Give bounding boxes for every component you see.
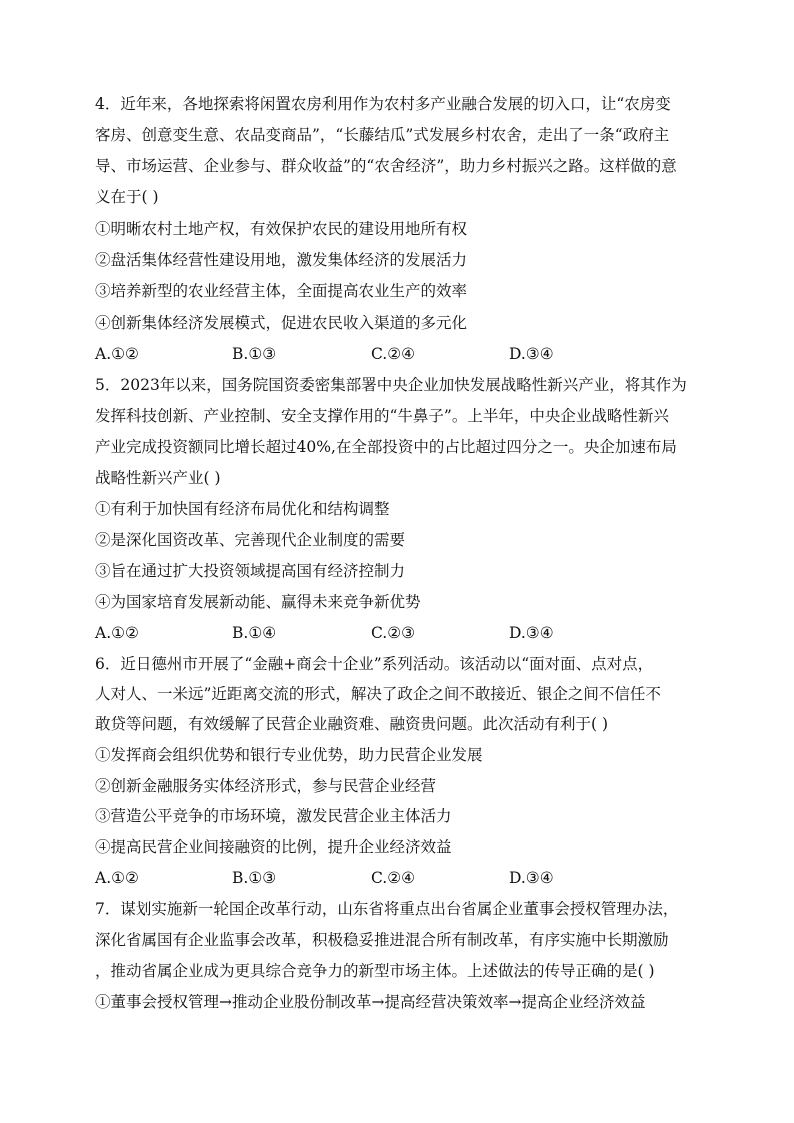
question-7-statement-1: ①董事会授权管理→推动企业股份制改革→提高经营决策效率→提高企业经济效益 — [95, 993, 646, 1011]
question-5-stem-line-1: 5．2023年以来，国务院国资委密集部署中央企业加快发展战略性新兴产业，将其作为 — [95, 376, 687, 394]
question-4-stem-line-4: 义在于( ) — [95, 188, 159, 206]
question-6-statement-2: ②创新金融服务实体经济形式，参与民营企业经营 — [95, 777, 437, 795]
question-5-option-b: B.①④ — [232, 624, 277, 642]
question-5-option-a: A.①② — [95, 624, 139, 642]
question-5-statement-4: ④为国家培育发展新动能、赢得未来竞争新优势 — [95, 593, 421, 611]
question-4-option-a: A.①② — [95, 345, 139, 363]
question-4-statement-3: ③培养新型的农业经营主体，全面提高农业生产的效率 — [95, 282, 468, 300]
question-6-statement-4: ④提高民营企业间接融资的比例，提升企业经济效益 — [95, 838, 452, 856]
question-4-statement-4: ④创新集体经济发展模式，促进农民收入渠道的多元化 — [95, 314, 468, 332]
question-4-option-b: B.①③ — [232, 345, 277, 363]
question-5-statement-1: ①有利于加快国有经济布局优化和结构调整 — [95, 500, 390, 518]
question-4-options — [95, 344, 705, 364]
question-7-stem-line-1: 7．谋划实施新一轮国企改革行动，山东省将重点出台省属企业董事会授权管理办法， — [95, 900, 679, 918]
question-5-stem-line-2: 发挥科技创新、产业控制、安全支撑作用的“牛鼻子”。上半年，中央企业战略性新兴 — [95, 407, 669, 425]
question-6-stem-line-3: 敢贷等问题，有效缓解了民营企业融资难、融资贵问题。此次活动有利于( ) — [95, 715, 609, 733]
question-4-statement-2: ②盘活集体经营性建设用地，激发集体经济的发展活力 — [95, 251, 468, 269]
question-4-option-c: C.②④ — [371, 345, 416, 363]
question-6-statement-3: ③营造公平竞争的市场环境，激发民营企业主体活力 — [95, 807, 452, 825]
question-6-option-d: D.③④ — [509, 869, 554, 887]
question-6-options — [95, 868, 705, 888]
question-6-option-b: B.①③ — [232, 869, 277, 887]
question-5-option-c: C.②③ — [371, 624, 416, 642]
question-5-options — [95, 623, 705, 643]
question-4-statement-1: ①明晰农村土地产权，有效保护农民的建设用地所有权 — [95, 220, 468, 238]
question-6-option-a: A.①② — [95, 869, 139, 887]
question-7-stem-line-3: ，推动省属企业成为更具综合竞争力的新型市场主体。上述做法的传导正确的是( ) — [95, 962, 655, 980]
question-4-stem-line-2: 客房、创意变生意、农品变商品”，“长藤结瓜”式发展乡村农舍，走出了一条“政府主 — [95, 126, 670, 144]
question-4-stem-line-3: 导、市场运营、企业参与、群众收益”的“农舍经济”，助力乡村振兴之路。这样做的意 — [95, 157, 677, 175]
question-4-stem-line-1: 4．近年来，各地探索将闲置农房利用作为农村多产业融合发展的切入口，让“农房变 — [95, 95, 671, 113]
question-5-stem-line-4: 战略性新兴产业( ) — [95, 469, 221, 487]
question-7-stem-line-2: 深化省属国有企业监事会改革，积极稳妥推进混合所有制改革，有序实施中长期激励 — [95, 931, 669, 949]
question-6-stem-line-2: 人对人、一米远”近距离交流的形式，解决了政企之间不敢接近、银企之间不信任不 — [95, 685, 661, 703]
question-5-statement-3: ③旨在通过扩大投资领域提高国有经济控制力 — [95, 562, 406, 580]
question-6-option-c: C.②④ — [371, 869, 416, 887]
question-4-option-d: D.③④ — [509, 345, 554, 363]
question-5-stem-line-3: 产业完成投资额同比增长超过40%,在全部投资中的占比超过四分之一。央企加速布局 — [95, 438, 677, 456]
question-6-statement-1: ①发挥商会组织优势和银行专业优势，助力民营企业发展 — [95, 746, 483, 764]
question-6-stem-line-1: 6．近日德州市开展了“金融+商会十企业”系列活动。该活动以“面对面、点对点， — [95, 655, 654, 673]
question-5-option-d: D.③④ — [509, 624, 554, 642]
question-5-statement-2: ②是深化国资改革、完善现代企业制度的需要 — [95, 531, 406, 549]
